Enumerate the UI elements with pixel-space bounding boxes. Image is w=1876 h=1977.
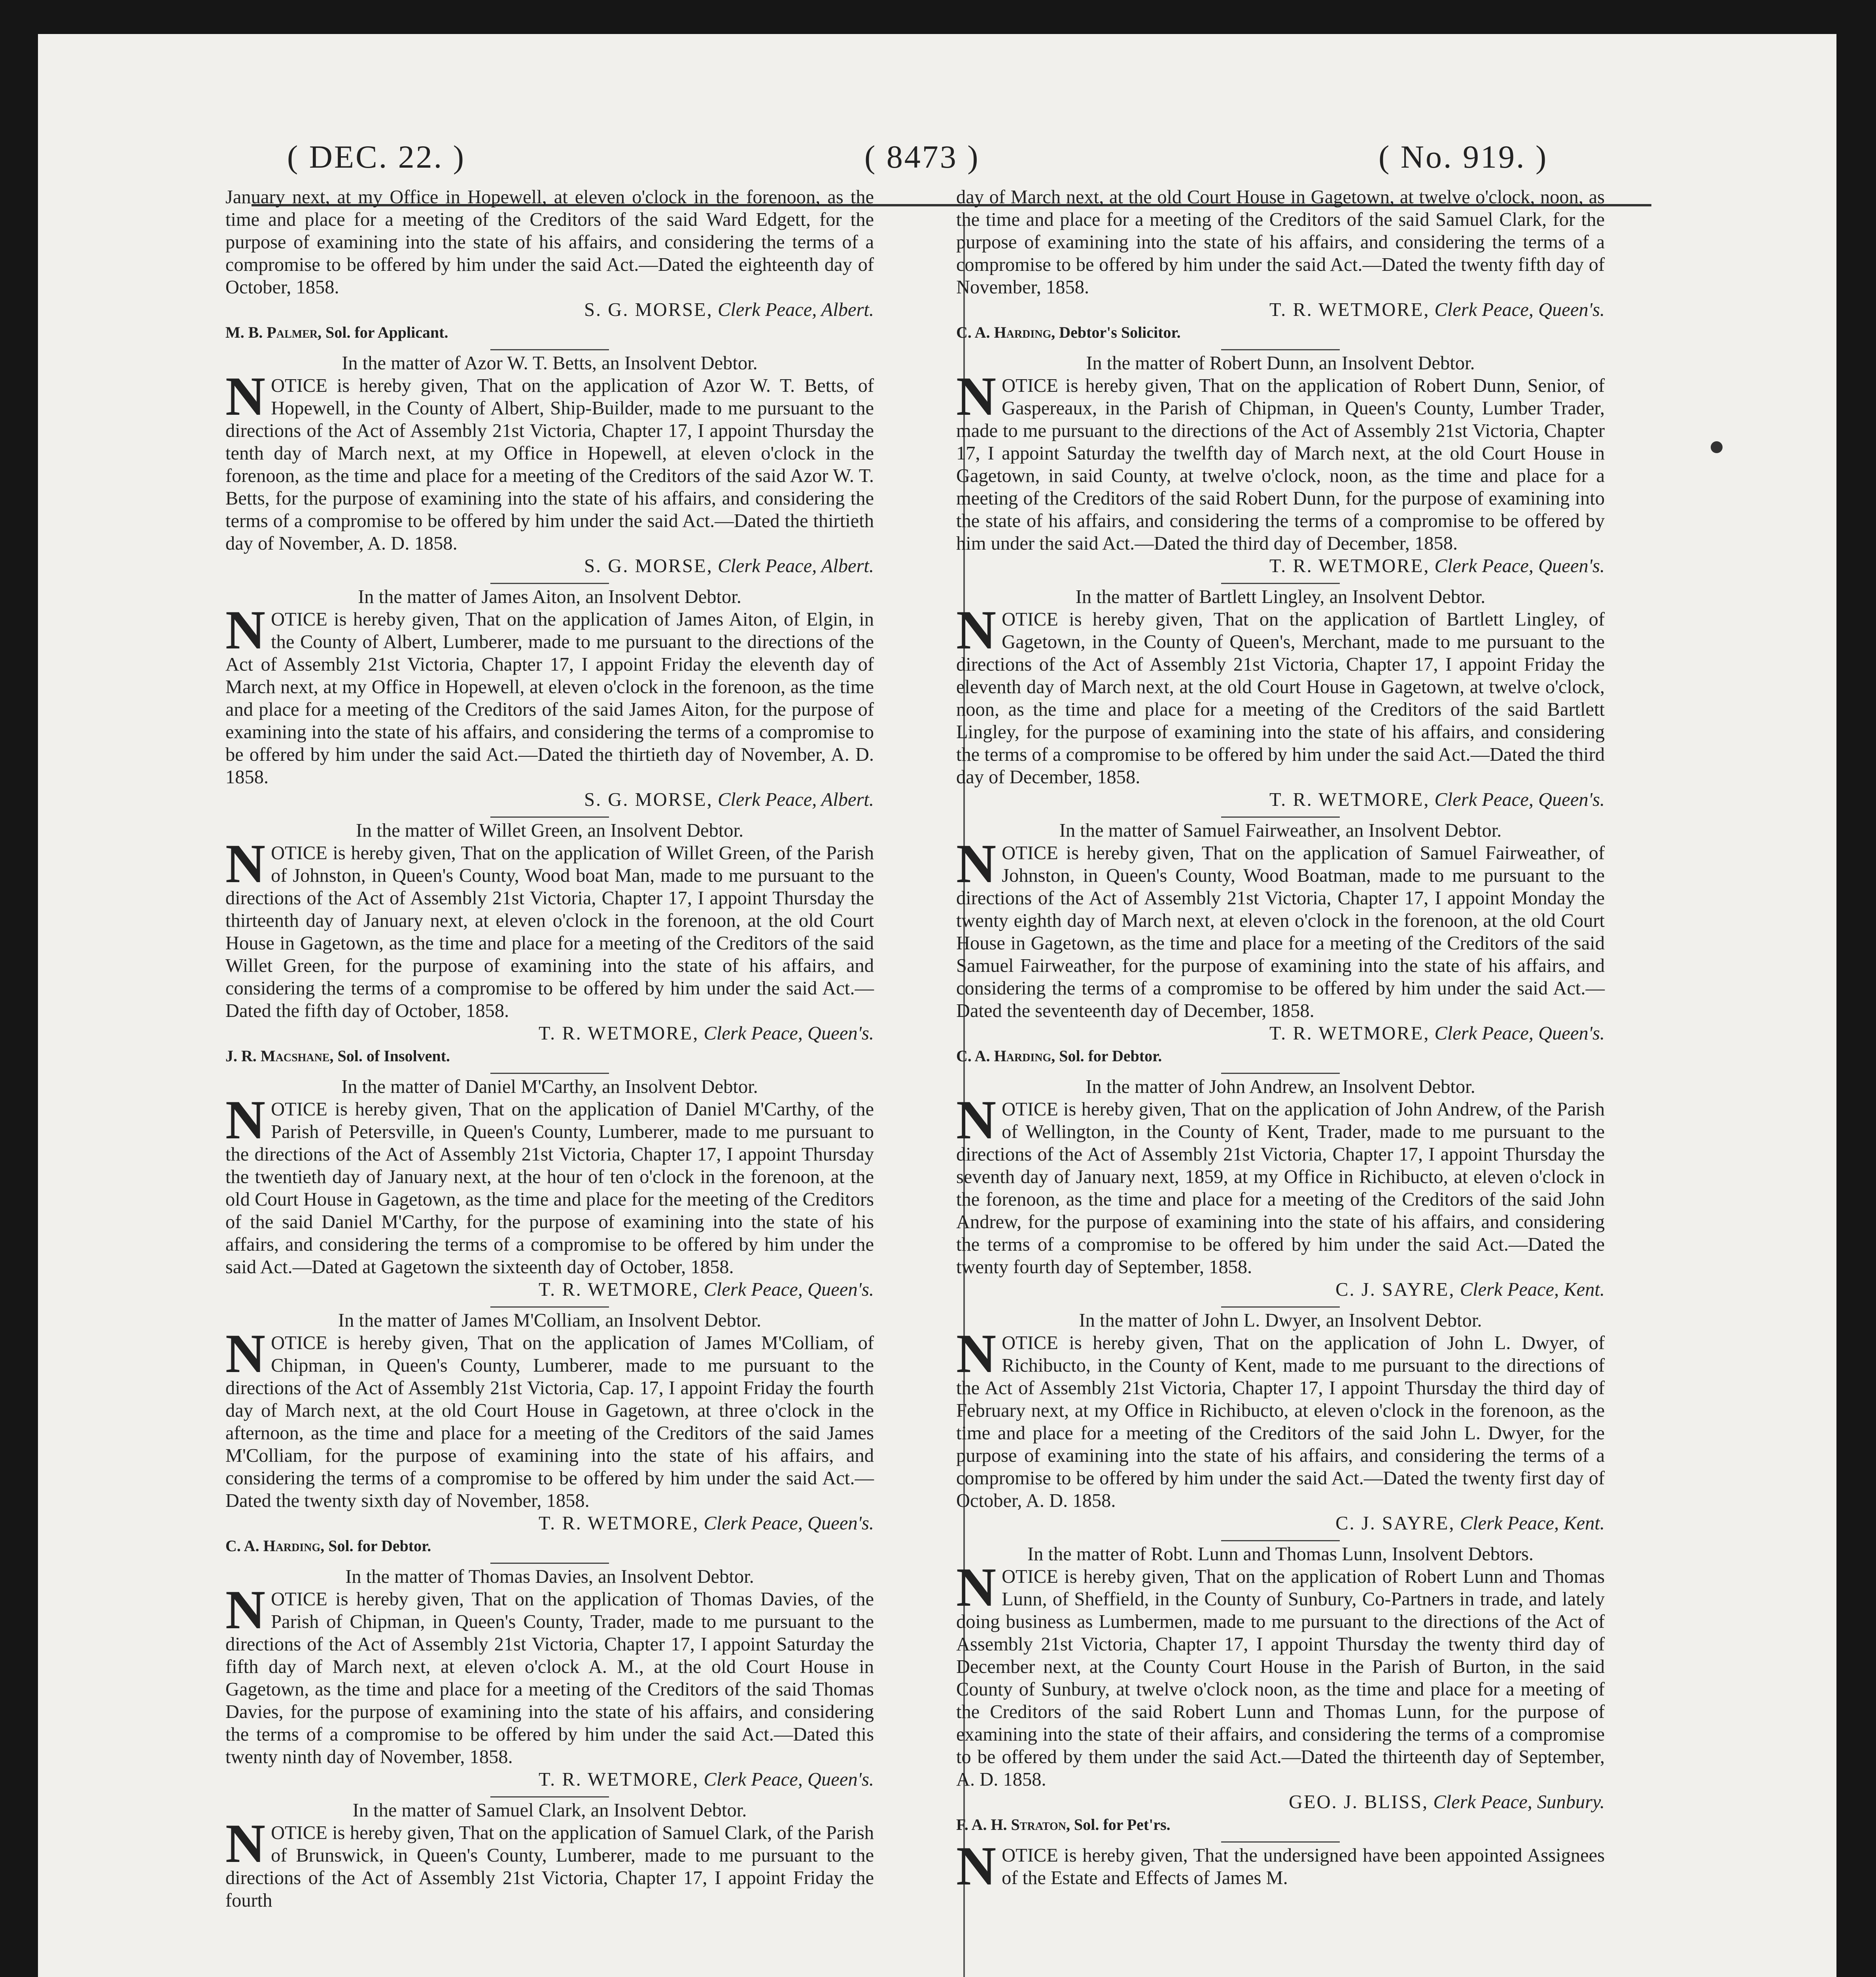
signature-name: S. G. MORSE,: [584, 789, 713, 810]
signature: [225, 1022, 874, 1045]
left-notices-list: [225, 349, 874, 1912]
drop-cap: N: [956, 1323, 997, 1384]
notice-body: [225, 1813, 874, 1912]
drop-cap: N: [956, 1835, 997, 1897]
notice-heading: In the matter of Robt. Lunn and Thomas Lunn, Insolvent Debtors.: [1027, 1544, 1534, 1565]
solicitor-line: [956, 1045, 1605, 1067]
notice-text: OTICE is hereby given, That on the application of Samuel Fairweather, of Johnston, in Queen's County, Wood Boatman, made to me pursuant to the directions of the Act of Assembly 21st Victoria, Chapter 17, I appoint Monday the twenty eighth day of March next, at eleven o'clock in the forenoon, at the old Court House in Gagetown, as the time and place for a meeting of the Creditors of the said Samuel Fairweather, for the purpose of examining into the state of his affairs, and considering the terms of a compromise to be offered by him under the said Act.—Dated the seventeenth day of December, 1858.: [956, 843, 1605, 1021]
signature-title: Clerk Peace, Queen's.: [1434, 789, 1605, 810]
right-column: [956, 186, 1605, 1897]
signature: [956, 299, 1605, 321]
insolvency-notice: [225, 1796, 874, 1912]
notice-separator: [490, 1563, 609, 1564]
notice-body: [956, 1323, 1605, 1512]
signature-name: T. R. WETMORE,: [1269, 789, 1430, 810]
notice-text: OTICE is hereby given, That on the application of James M'Colliam, of Chipman, in Queen's County, Lumberer, made to me pursuant to the directions of the Act of Assembly 21st Victoria, Cap. 17, I appoint Friday the fourth day of March next, at the old Court House in Gagetown, at three o'clock in the afternoon, as the time and place for a meeting of the Creditors of the said James M'Colliam, for the purpose of examining into the state of his affairs, and considering the terms of a compromise to be offered by him under the said Act.—Dated the twenty sixth day of November, 1858.: [225, 1332, 874, 1511]
solicitor-name: C. A. Harding,: [956, 1047, 1055, 1065]
signature-title: Clerk Peace, Queen's.: [1434, 556, 1605, 576]
signature: [225, 788, 874, 811]
solicitor-line: [956, 321, 1605, 344]
notice-heading: In the matter of Daniel M'Carthy, an Insolvent Debtor.: [341, 1076, 758, 1097]
solicitor-role: Sol. for Debtor.: [328, 1537, 431, 1555]
signature-name: T. R. WETMORE,: [1269, 299, 1430, 320]
signature-name: T. R. WETMORE,: [1269, 1023, 1430, 1044]
solicitor-name: M. B. Palmer,: [225, 323, 322, 341]
notice-text: OTICE is hereby given, That on the application of Robert Dunn, Senior, of Gaspereaux, in the Parish of Chipman, in Queen's County, Lumber Trader, made to me pursuant to the directions of the Act of Assembly 21st Victoria, Chapter 17, I appoint Saturday the twelfth day of March next, at the old Court House in Gagetown, in said County, at twelve o'clock, noon, as the time and place for a meeting of the Creditors of the said Robert Dunn, for the purpose of examining into the state of his affairs, and considering the terms of a compromise to be offered by him under the said Act.—Dated the third day of December, 1858.: [956, 375, 1605, 554]
notice-separator: [1221, 1540, 1340, 1541]
signature-name: T. R. WETMORE,: [539, 1023, 699, 1044]
signature: [225, 1768, 874, 1791]
notice-text: OTICE is hereby given, That on the application of John L. Dwyer, of Richibucto, in the County of Kent, made to me pursuant to the directions of the Act of Assembly 21st Victoria, Chapter 17, I appoint Thursday the third day of February next, at my Office in Richibucto, at eleven o'clock in the forenoon, as the time and place for a meeting of the Creditors of the said John L. Dwyer, for the purpose of examining into the state of his affairs, and considering the terms of a compromise to be offered by him under the said Act.—Dated the twenty first day of October, A. D. 1858.: [956, 1332, 1605, 1511]
notice-body: [225, 1579, 874, 1768]
signature-name: S. G. MORSE,: [584, 299, 713, 320]
notice-separator: [490, 1796, 609, 1797]
drop-cap: N: [956, 1089, 997, 1151]
left-column: [225, 186, 874, 1912]
notice-text: OTICE is hereby given, That on the application of John Andrew, of the Parish of Wellington, in the County of Kent, Trader, made to me pursuant to the directions of the Act of Assembly 21st Victoria, Chapter 17, I appoint Thursday the seventh day of January next, 1859, at my Office in Richibucto, at eleven o'clock in the forenoon, as the time and place for a meeting of the Creditors of the said John Andrew, for the purpose of examining into the state of his affairs, and considering the terms of a compromise to be offered by him under the said Act.—Dated the twenty fourth day of September, 1858.: [956, 1099, 1605, 1278]
signature-title: Clerk Peace, Albert.: [717, 299, 874, 320]
drop-cap: N: [225, 1579, 266, 1641]
solicitor-role: Sol. for Debtor.: [1059, 1047, 1162, 1065]
insolvency-notice: [225, 349, 874, 577]
drop-cap: N: [225, 1813, 266, 1874]
notice-separator: [1221, 583, 1340, 584]
drop-cap: N: [225, 833, 266, 894]
notice-text: OTICE is hereby given, That on the application of Robert Lunn and Thomas Lunn, of Sheffield, in the County of Sunbury, Co-Partners in trade, and lately doing business as Lumbermen, made to me pursuant to the directions of the Act of Assembly 21st Victoria, Chapter 17, I appoint Thursday the twenty third day of December next, at the County Court House in the Parish of Burton, in the said County of Sunbury, at twelve o'clock noon, as the time and place for a meeting of the Creditors of the said Robert Lunn and Thomas Lunn, for the purpose of examining into the state of their affairs, and considering the terms of a compromise to be offered by them under the said Act.—Dated the thirteenth day of September, A. D. 1858.: [956, 1566, 1605, 1790]
notice-text: OTICE is hereby given, That the undersigned have been appointed Assignees of the Estate and Effects of James M.: [1002, 1845, 1605, 1888]
notice-separator: [490, 1306, 609, 1308]
solicitor-line: [956, 1813, 1605, 1836]
notice-text: OTICE is hereby given, That on the application of Willet Green, of the Parish of Johnston, in Queen's County, Wood boat Man, made to me pursuant to the directions of the Act of Assembly 21st Victoria, Chapter 17, I appoint Thursday the thirteenth day of January next, at eleven o'clock in the forenoon, at the old Court House in Gagetown, as the time and place for a meeting of the Creditors of the said Willet Green, for the purpose of examining into the state of his affairs, and considering the terms of a compromise to be offered by him under the said Act.—Dated the fifth day of October, 1858.: [225, 843, 874, 1021]
signature-name: T. R. WETMORE,: [539, 1513, 699, 1534]
notice-text: OTICE is hereby given, That on the application of Thomas Davies, of the Parish of Chipman, in Queen's County, Trader, made to me pursuant to the directions of the Act of Assembly 21st Victoria, Chapter 17, I appoint Saturday the fifth day of March next, at eleven o'clock A. M., at the old Court House in Gagetown, as the time and place for a meeting of the Creditors of the said Thomas Davies, for the purpose of examining into the state of his affairs, and considering the terms of a compromise to be offered by him under the said Act.—Dated this twenty ninth day of November, 1858.: [225, 1589, 874, 1767]
signature: [956, 555, 1605, 577]
notice-separator: [490, 1073, 609, 1074]
drop-cap: N: [225, 366, 266, 427]
drop-cap: N: [956, 599, 997, 661]
issue-number: ( No. 919. ): [1379, 139, 1548, 175]
signature: [956, 788, 1605, 811]
solicitor-role: Sol. of Insolvent.: [337, 1047, 450, 1065]
signature: [956, 1791, 1605, 1813]
solicitor-name: C. A. Harding,: [956, 323, 1055, 341]
page-number: ( 8473 ): [864, 139, 980, 175]
signature-title: Clerk Peace, Queen's.: [704, 1023, 874, 1044]
signature: [956, 1278, 1605, 1301]
notice-text: OTICE is hereby given, That on the application of Bartlett Lingley, of Gagetown, in the County of Queen's, Merchant, made to me pursuant to the directions of the Act of Assembly 21st Victoria, Chapter 17, I appoint Friday the eleventh day of March next, at the old Court House in Gagetown, at twelve o'clock, noon, as the time and place for a meeting of the Creditors of the said Bartlett Lingley, for the purpose of examining into the state of his affairs, and considering the terms of a compromise to be offered by him under the said Act.—Dated the third day of December, 1858.: [956, 609, 1605, 788]
signature: [225, 1512, 874, 1535]
signature-title: Clerk Peace, Albert.: [717, 556, 874, 576]
notice-separator: [1221, 1306, 1340, 1308]
notice-text: OTICE is hereby given, That on the application of James Aiton, of Elgin, in the County of Albert, Lumberer, made to me pursuant to the directions of the Act of Assembly 21st Victoria, Chapter 17, I appoint Friday the eleventh day of March next, at my Office in Hopewell, at eleven o'clock in the forenoon, as the time and place for a meeting of the Creditors of the said James Aiton, for the purpose of examining into the state of his affairs, and considering the terms of a compromise to be offered by him under the said Act.—Dated the thirtieth day of November, A. D. 1858.: [225, 609, 874, 788]
signature-name: S. G. MORSE,: [584, 556, 713, 576]
page-date: ( DEC. 22. ): [287, 139, 466, 175]
right-notices-list: [956, 349, 1605, 1897]
signature-name: T. R. WETMORE,: [1269, 556, 1430, 576]
notice-body: [956, 599, 1605, 788]
insolvency-notice: [225, 1073, 874, 1301]
continuation-text: January next, at my Office in Hopewell, at eleven o'clock in the forenoon, as the time and place for a meeting of the Creditors of the said Ward Edgett, for the purpose of examining into the state of his affairs, and considering the terms of a compromise to be offered by him under the said Act.—Dated the eighteenth day of October, 1858.: [225, 187, 874, 298]
insolvency-notice: [956, 1540, 1605, 1836]
notice-body: [225, 833, 874, 1022]
notice-separator: [490, 349, 609, 350]
insolvency-notice: [225, 817, 874, 1067]
signature: [956, 1022, 1605, 1045]
notice-heading: In the matter of Samuel Fairweather, an Insolvent Debtor.: [1059, 820, 1502, 841]
drop-cap: N: [956, 366, 997, 427]
notice-separator: [490, 583, 609, 584]
notice-heading: In the matter of Thomas Davies, an Insolvent Debtor.: [345, 1566, 754, 1587]
notice-heading: In the matter of Robert Dunn, an Insolvent Debtor.: [1086, 353, 1475, 374]
notice-body: [956, 833, 1605, 1022]
notice-text: OTICE is hereby given, That on the application of Azor W. T. Betts, of Hopewell, in the County of Albert, Ship-Builder, made to me pursuant to the directions of the Act of Assembly 21st Victoria, Chapter 17, I appoint Thursday the tenth day of March next, at my Office in Hopewell, at eleven o'clock in the forenoon, as the time and place for a meeting of the Creditors of the said Azor W. T. Betts, for the purpose of examining into the state of his affairs, and considering the terms of a compromise to be offered by him under the said Act.—Dated the thirtieth day of November, A. D. 1858.: [225, 375, 874, 554]
solicitor-role: Sol. for Pet'rs.: [1074, 1816, 1171, 1833]
notice-heading: In the matter of James M'Colliam, an Insolvent Debtor.: [338, 1310, 762, 1331]
signature-title: Clerk Peace, Queen's.: [1434, 299, 1605, 320]
signature-title: Clerk Peace, Queen's.: [1434, 1023, 1605, 1044]
signature-name: C. J. SAYRE,: [1335, 1513, 1455, 1534]
insolvency-notice: [956, 1306, 1605, 1535]
signature-title: Clerk Peace, Queen's.: [704, 1769, 874, 1790]
signature-name: C. J. SAYRE,: [1335, 1279, 1455, 1300]
notice-separator: [1221, 349, 1340, 350]
signature-name: GEO. J. BLISS,: [1288, 1792, 1429, 1813]
signature-title: Clerk Peace, Kent.: [1460, 1279, 1605, 1300]
insolvency-notice: [956, 817, 1605, 1067]
drop-cap: N: [956, 833, 997, 894]
notice-separator: [1221, 1841, 1340, 1843]
notice-separator: [1221, 817, 1340, 818]
notice-heading: In the matter of Azor W. T. Betts, an Insolvent Debtor.: [342, 353, 758, 374]
notice-text: OTICE is hereby given, That on the application of Daniel M'Carthy, of the Parish of Petersville, in Queen's County, Lumberer, made to me pursuant to the directions of the Act of Assembly 21st Victoria, Chapter 17, I appoint Thursday the twentieth day of January next, at the hour of ten o'clock in the forenoon, at the old Court House in Gagetown, as the time and place for the meeting of the Creditors of the said Daniel M'Carthy, for the purpose of examining into the state of his affairs, and considering the terms of a compromise to be offered by him under the said Act.—Dated at Gagetown the sixteenth day of October, 1858.: [225, 1099, 874, 1278]
notice-heading: In the matter of Willet Green, an Insolvent Debtor.: [356, 820, 744, 841]
insolvency-notice: [956, 583, 1605, 811]
notice-body: [956, 1089, 1605, 1278]
signature-title: Clerk Peace, Albert.: [717, 789, 874, 810]
signature-title: Clerk Peace, Queen's.: [704, 1513, 874, 1534]
ink-spot: [1711, 441, 1723, 453]
signature: [225, 1278, 874, 1301]
drop-cap: N: [225, 599, 266, 661]
notice-body: [956, 1835, 1605, 1897]
signature: [225, 299, 874, 321]
insolvency-notice: [956, 1835, 1605, 1897]
notice-body: [225, 1323, 874, 1512]
notice-heading: In the matter of Samuel Clark, an Insolvent Debtor.: [352, 1800, 747, 1821]
solicitor-name: F. A. H. Straton,: [956, 1816, 1070, 1833]
notice-body: [225, 1089, 874, 1278]
notice-heading: In the matter of John Andrew, an Insolvent Debtor.: [1086, 1076, 1475, 1097]
notice-body: [225, 366, 874, 555]
insolvency-notice: [225, 583, 874, 811]
solicitor-role: Sol. for Applicant.: [325, 323, 448, 341]
notice-body: [956, 1557, 1605, 1791]
notice-heading: In the matter of James Aiton, an Insolvent Debtor.: [358, 586, 741, 607]
notice-heading: In the matter of John L. Dwyer, an Insolvent Debtor.: [1079, 1310, 1482, 1331]
notice-text: OTICE is hereby given, That on the application of Samuel Clark, of the Parish of Brunswick, in Queen's County, Lumberer, made to me pursuant to the directions of the Act of Assembly 21st Victoria, Chapter 17, I appoint Friday the fourth: [225, 1822, 874, 1911]
continuation-text: day of March next, at the old Court House in Gagetown, at twelve o'clock, noon, as the time and place for a meeting of the Creditors of the said Samuel Clark, for the purpose of examining into the state of his affairs, and considering the terms of a compromise to be offered by him under the said Act.—Dated the twenty fifth day of November, 1858.: [956, 187, 1605, 298]
signature: [225, 555, 874, 577]
notice-body: [225, 599, 874, 788]
notice-separator: [1221, 1073, 1340, 1074]
insolvency-notice: [956, 349, 1605, 577]
solicitor-name: C. A. Harding,: [225, 1537, 325, 1555]
signature: [956, 1512, 1605, 1535]
signature-title: Clerk Peace, Kent.: [1460, 1513, 1605, 1534]
insolvency-notice: [956, 1073, 1605, 1301]
notice-heading: In the matter of Bartlett Lingley, an Insolvent Debtor.: [1075, 586, 1486, 607]
solicitor-name: J. R. Macshane,: [225, 1047, 334, 1065]
notice-separator: [490, 817, 609, 818]
insolvency-notice: [225, 1306, 874, 1557]
solicitor-line: [225, 321, 874, 344]
signature-name: T. R. WETMORE,: [539, 1279, 699, 1300]
signature-title: Clerk Peace, Queen's.: [704, 1279, 874, 1300]
solicitor-line: [225, 1045, 874, 1067]
drop-cap: N: [225, 1323, 266, 1384]
notice-body: [956, 366, 1605, 555]
signature-name: T. R. WETMORE,: [539, 1769, 699, 1790]
signature-title: Clerk Peace, Sunbury.: [1433, 1792, 1605, 1813]
drop-cap: N: [956, 1557, 997, 1618]
drop-cap: N: [225, 1089, 266, 1151]
solicitor-role: Debtor's Solicitor.: [1059, 323, 1181, 341]
solicitor-line: [225, 1535, 874, 1557]
insolvency-notice: [225, 1563, 874, 1791]
